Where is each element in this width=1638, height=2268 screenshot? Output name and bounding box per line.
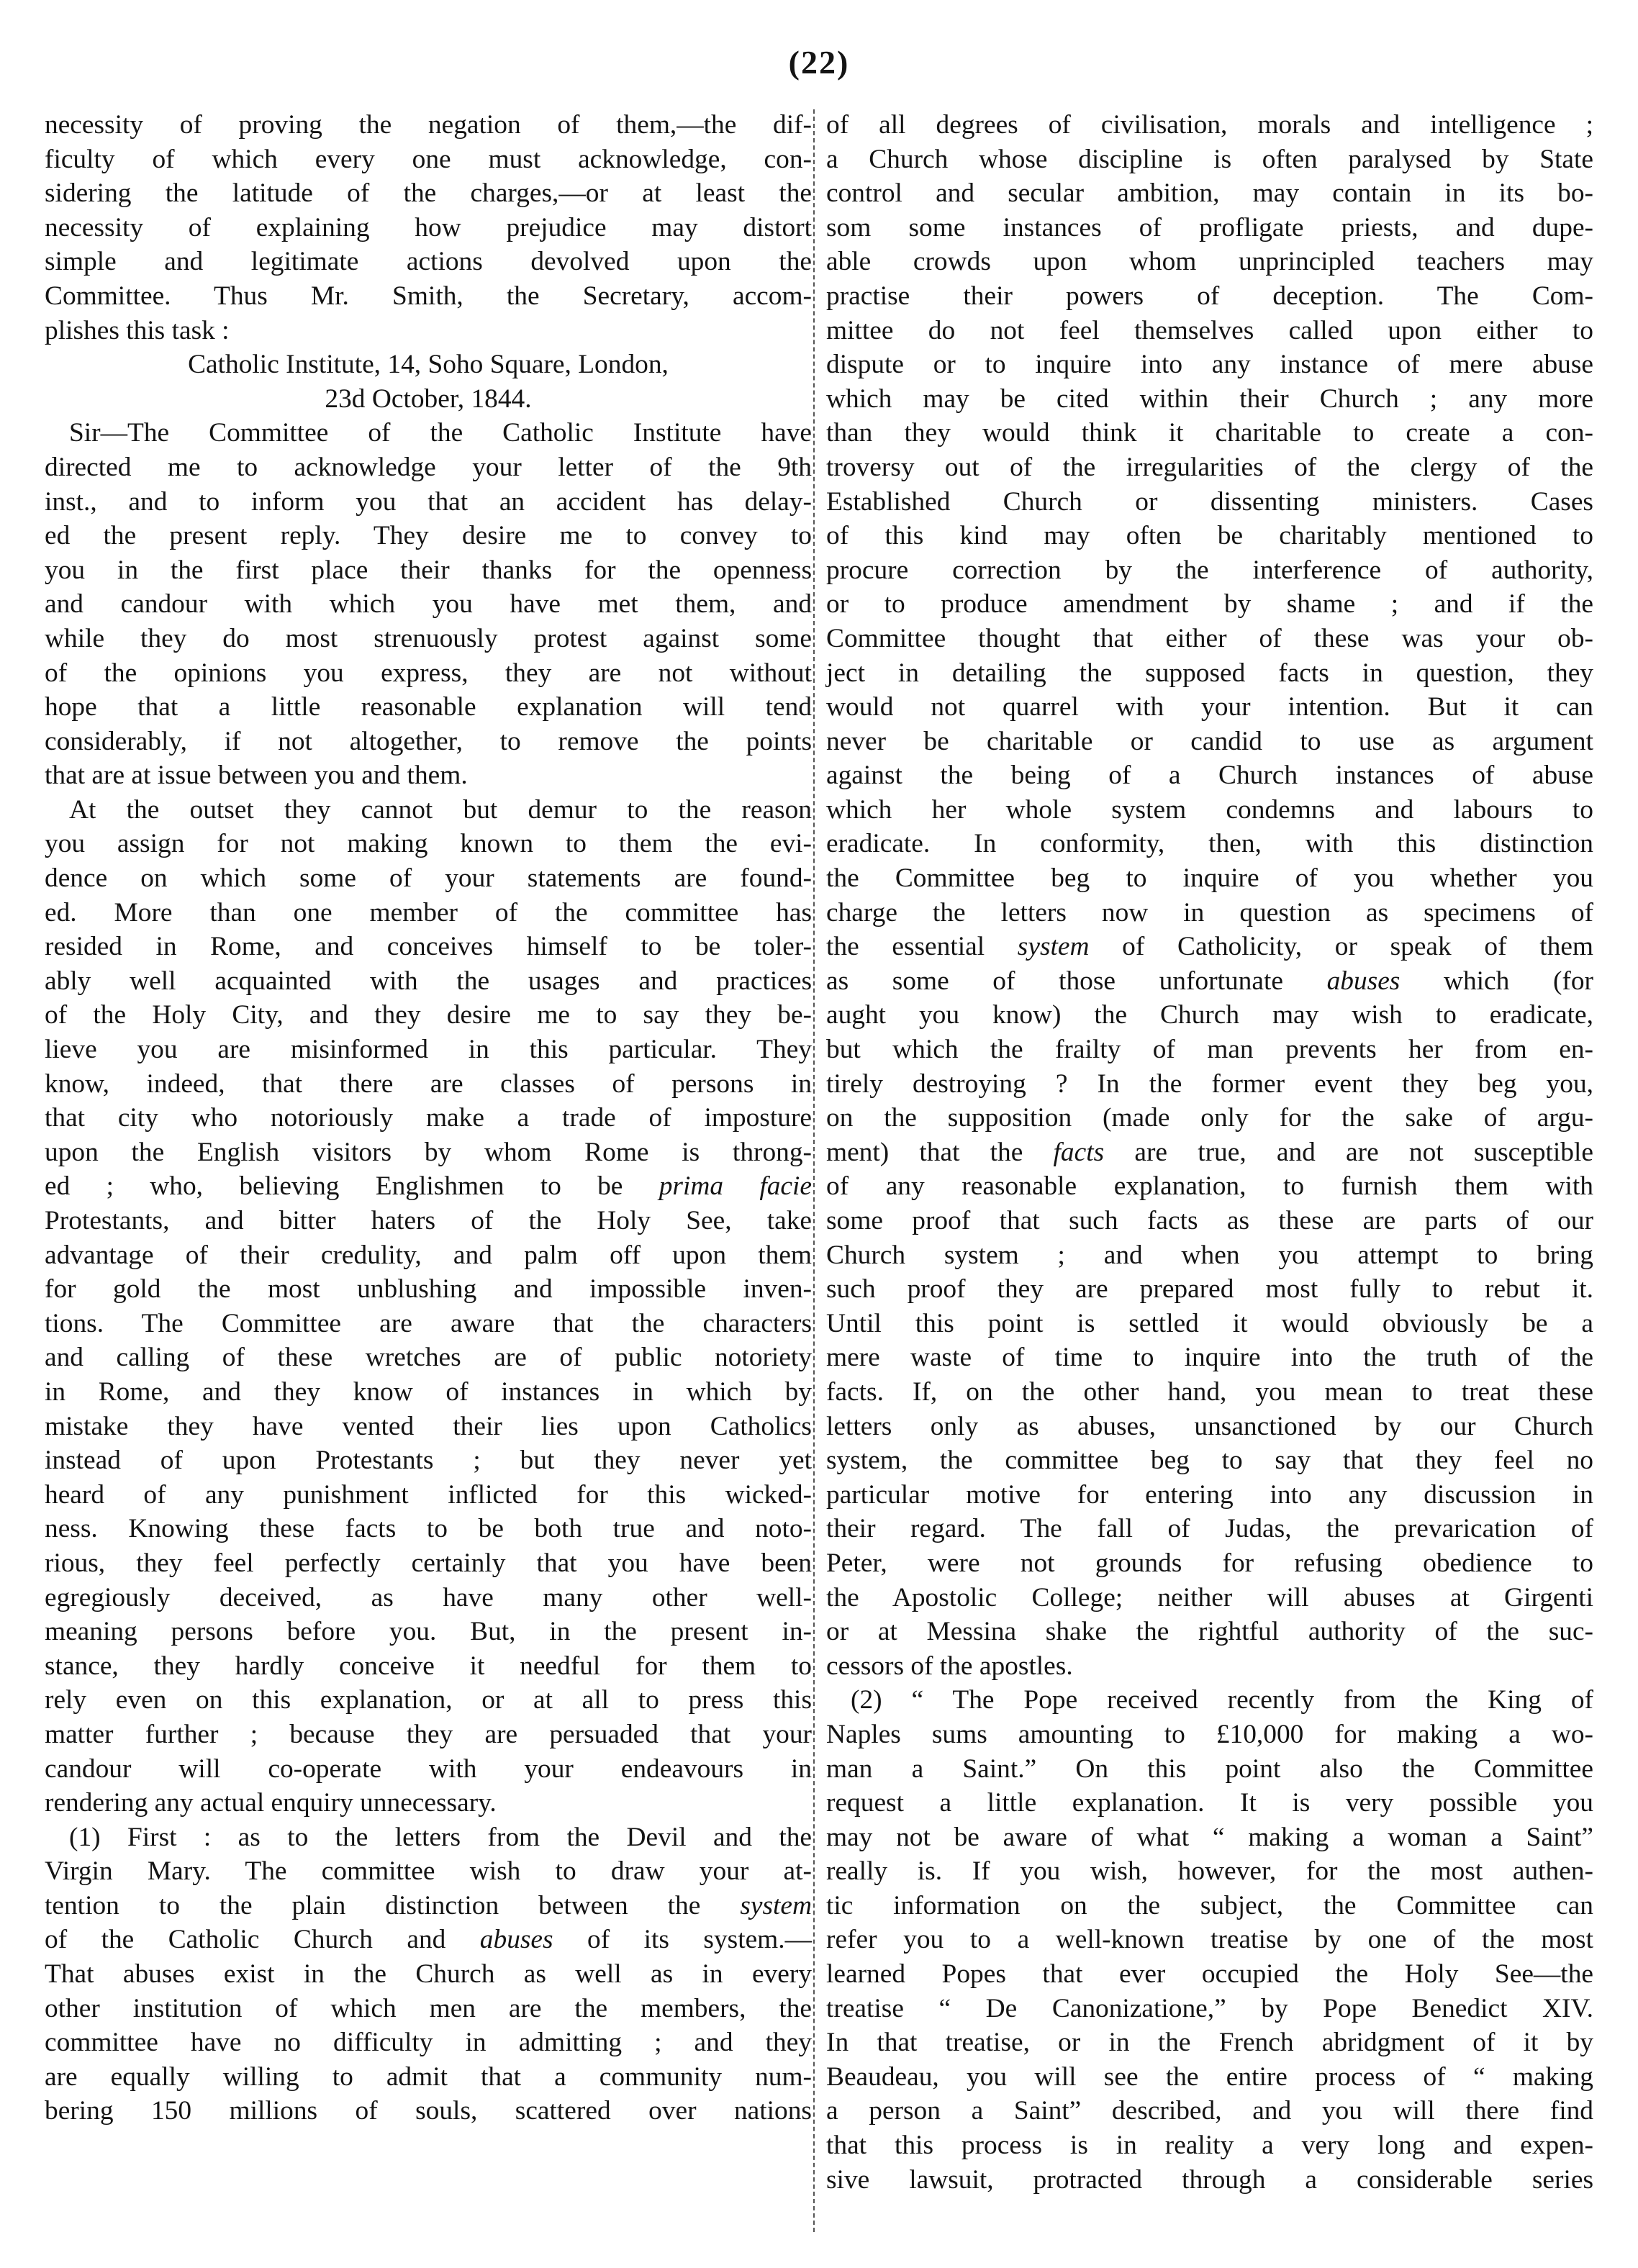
text-line: facts. If, on the other hand, you mean to treat these	[826, 1376, 1593, 1407]
text-line: cessors of the apostles.	[826, 1651, 1073, 1681]
text-line: plishes this task :	[45, 315, 230, 345]
text-line: lieve you are misinformed in this particular. They	[45, 1035, 812, 1065]
text-line: mittee do not feel themselves called upon either to	[826, 315, 1593, 345]
text-line: hope that a little reasonable explanation will tend	[45, 692, 812, 722]
text-line: of the Catholic Church and abuses of its system.—	[45, 1925, 813, 1955]
text-line: dispute or to inquire into any instance of mere abuse	[826, 350, 1593, 380]
text-line: the Apostolic College; neither will abuses at Girgenti	[826, 1582, 1593, 1612]
text-line: committee have no difficulty in admitting ; and they	[45, 2028, 812, 2058]
text-line: treatise “ De Canonizatione,” by Pope Benedict XIV.	[826, 1993, 1593, 2023]
text-line: tions. The Committee are aware that the characters	[45, 1308, 812, 1338]
text-line: are equally willing to admit that a community num-	[45, 2061, 812, 2092]
text-line: considerably, if not altogether, to remove the points	[45, 726, 812, 756]
text-line: Naples sums amounting to £10,000 for making a wo-	[826, 1719, 1593, 1749]
text-line: a Church whose discipline is often paralysed by State	[826, 144, 1593, 174]
text-line: meaning persons before you. But, in the present in-	[45, 1617, 812, 1647]
text-line: that this process is in reality a very long and expen-	[826, 2131, 1593, 2161]
text-line: and candour with which you have met them, and	[45, 589, 812, 620]
text-line: ject in detailing the supposed facts in question, they	[826, 658, 1593, 688]
text-line: rious, they feel perfectly certainly that you have been	[45, 1548, 812, 1578]
left-column	[45, 108, 812, 2128]
text-line: egregiously deceived, as have many other well-	[45, 1582, 812, 1612]
text-line: sive lawsuit, protracted through a considerable series	[826, 2164, 1593, 2195]
text-line: Beaudeau, you will see the entire process of “ making	[826, 2061, 1593, 2092]
text-line: tic information on the subject, the Committee can	[826, 1890, 1593, 1920]
text-line: upon the English visitors by whom Rome is throng-	[45, 1137, 812, 1167]
text-line: bering 150 millions of souls, scattered over nations	[45, 2096, 812, 2126]
text-line: eradicate. In conformity, then, with this distinction	[826, 829, 1593, 859]
text-line: advantage of their credulity, and palm off upon them	[45, 1240, 812, 1270]
text-line: or to produce amendment by shame ; and if the	[826, 589, 1593, 620]
text-line: That abuses exist in the Church as well as in every	[45, 1959, 812, 1990]
text-line: really is. If you wish, however, for the most authen-	[826, 1856, 1593, 1887]
text-line: ably well acquainted with the usages and practices	[45, 966, 812, 996]
text-line: tirely destroying ? In the former event they beg you,	[826, 1069, 1593, 1099]
text-line: In that treatise, or in the French abridgment of it by	[826, 2028, 1593, 2058]
text-line: ed the present reply. They desire me to convey to	[45, 521, 812, 551]
text-line: ness. Knowing these facts to be both true and noto-	[45, 1514, 812, 1544]
text-line: 23d October, 1844.	[325, 384, 532, 414]
text-line: Peter, were not grounds for refusing obedience to	[826, 1548, 1593, 1578]
text-line: Committee thought that either of these was your ob-	[826, 623, 1593, 653]
text-line: ed. More than one member of the committee has	[45, 897, 812, 927]
text-line: as some of those unfortunate abuses which (for	[826, 966, 1594, 996]
text-line: you assign for not making known to them the evi-	[45, 829, 812, 859]
text-line: Committee. Thus Mr. Smith, the Secretary, accom-	[45, 281, 812, 311]
text-line: and calling of these wretches are of public notoriety	[45, 1343, 812, 1373]
text-line: procure correction by the interference of authority,	[826, 555, 1593, 585]
text-line: control and secular ambition, may contain in its bo-	[826, 178, 1593, 209]
text-line: practise their powers of deception. The Com-	[826, 281, 1593, 311]
text-line: stance, they hardly conceive it needful for them to	[45, 1651, 812, 1681]
text-line: letters only as abuses, unsanctioned by our Church	[826, 1411, 1593, 1441]
text-line: of any reasonable explanation, to furnish them with	[826, 1171, 1593, 1202]
text-line: the essential system of Catholicity, or speak of them	[826, 932, 1593, 962]
text-line: of all degrees of civilisation, morals and intelligence ;	[826, 110, 1593, 140]
text-line: you in the first place their thanks for the openness	[45, 555, 812, 585]
text-line: som some instances of profligate priests, and dupe-	[826, 212, 1593, 242]
text-line: rely even on this explanation, or at all to press this	[45, 1685, 812, 1715]
text-line: mere waste of time to inquire into the truth of the	[826, 1343, 1593, 1373]
text-line: against the being of a Church instances of abuse	[826, 761, 1593, 791]
text-line: ficulty of which every one must acknowledge, con-	[45, 144, 812, 174]
text-line: would not quarrel with your intention. But it can	[826, 692, 1593, 722]
text-line: instead of upon Protestants ; but they never yet	[45, 1446, 812, 1476]
text-line: necessity of proving the negation of them,—the dif-	[45, 110, 812, 140]
text-line: matter further ; because they are persuaded that your	[45, 1719, 812, 1749]
text-line: in Rome, and they know of instances in which by	[45, 1376, 812, 1407]
text-line: on the supposition (made only for the sake of argu-	[826, 1103, 1593, 1133]
text-line: that city who notoriously make a trade of imposture	[45, 1103, 812, 1133]
text-line: Protestants, and bitter haters of the Holy See, take	[45, 1206, 812, 1235]
text-line: Established Church or dissenting ministers. Cases	[826, 486, 1593, 517]
text-line: than they would think it charitable to create a con-	[826, 418, 1593, 448]
column-divider	[813, 109, 815, 2232]
text-line: but which the frailty of man prevents her from en-	[826, 1035, 1593, 1065]
text-line: candour will co-operate with your endeavours in	[45, 1754, 812, 1784]
text-line: simple and legitimate actions devolved upon the	[45, 247, 812, 277]
text-line: a person a Saint” described, and you will there find	[826, 2096, 1593, 2126]
right-column	[826, 108, 1593, 2197]
text-line: necessity of explaining how prejudice may distort	[45, 212, 812, 242]
text-line: some proof that such facts as these are parts of our	[826, 1206, 1593, 1235]
text-line: (2) “ The Pope received recently from the King of	[851, 1685, 1593, 1715]
text-line: may not be aware of what “ making a woman a Saint”	[826, 1822, 1593, 1852]
text-line: mistake they have vented their lies upon Catholics	[45, 1411, 812, 1441]
text-line: such proof they are prepared most fully to rebut it.	[826, 1274, 1593, 1305]
text-line: while they do most strenuously protest against some	[45, 623, 812, 653]
text-line: heard of any punishment inflicted for this wicked-	[45, 1479, 812, 1510]
text-line: know, indeed, that there are classes of persons in	[45, 1069, 812, 1099]
text-line: for gold the most unblushing and impossible inven-	[45, 1274, 812, 1305]
page-number: (22)	[788, 44, 850, 81]
text-line: system, the committee beg to say that they feel no	[826, 1446, 1593, 1476]
text-line: troversy out of the irregularities of the clergy of the	[826, 452, 1593, 482]
text-line: dence on which some of your statements are found-	[45, 863, 812, 894]
text-line: sidering the latitude of the charges,—or at least the	[45, 178, 812, 209]
text-line: Catholic Institute, 14, Soho Square, London,	[188, 350, 669, 380]
text-line: aught you know) the Church may wish to eradicate,	[826, 1000, 1593, 1030]
text-line: which may be cited within their Church ; any more	[826, 384, 1593, 414]
text-line: refer you to a well-known treatise by one of the most	[826, 1925, 1593, 1955]
text-line: learned Popes that ever occupied the Holy See—the	[826, 1959, 1593, 1990]
text-line: or at Messina shake the rightful authority of the suc-	[826, 1617, 1593, 1647]
text-line: particular motive for entering into any discussion in	[826, 1479, 1593, 1510]
text-line: directed me to acknowledge your letter of the 9th	[45, 452, 812, 482]
text-line: man a Saint.” On this point also the Committee	[826, 1754, 1593, 1784]
text-line: their regard. The fall of Judas, the prevarication of	[826, 1514, 1593, 1544]
text-line: (1) First : as to the letters from the Devil and the	[69, 1822, 812, 1852]
text-line: ment) that the facts are true, and are not susceptible	[826, 1137, 1593, 1167]
text-line: inst., and to inform you that an accident has delay-	[45, 486, 812, 517]
text-line: never be charitable or candid to use as argument	[826, 726, 1593, 756]
text-line: that are at issue between you and them.	[45, 761, 468, 791]
text-line: which her whole system condemns and labours to	[826, 794, 1593, 825]
text-line: rendering any actual enquiry unnecessary.	[45, 1788, 497, 1818]
text-line: At the outset they cannot but demur to the reason	[69, 794, 812, 825]
text-line: of this kind may often be charitably mentioned to	[826, 521, 1593, 551]
text-line: Church system ; and when you attempt to bring	[826, 1240, 1593, 1270]
text-line: Sir—The Committee of the Catholic Institute have	[69, 418, 812, 448]
text-line: Virgin Mary. The committee wish to draw your at-	[45, 1856, 812, 1887]
text-line: Until this point is settled it would obviously be a	[826, 1308, 1593, 1338]
text-line: other institution of which men are the members, the	[45, 1993, 812, 2023]
text-line: of the opinions you express, they are not without	[45, 658, 812, 688]
text-line: the Committee beg to inquire of you whether you	[826, 863, 1593, 894]
text-line: resided in Rome, and conceives himself to be toler-	[45, 932, 812, 962]
text-line: able crowds upon whom unprincipled teachers may	[826, 247, 1593, 277]
text-line: tention to the plain distinction between the system	[45, 1890, 812, 1920]
text-line: of the Holy City, and they desire me to say they be-	[45, 1000, 812, 1030]
text-line: charge the letters now in question as specimens of	[826, 897, 1593, 927]
text-line: request a little explanation. It is very possible you	[826, 1788, 1593, 1818]
text-line: ed ; who, believing Englishmen to be prima facie	[45, 1171, 813, 1202]
